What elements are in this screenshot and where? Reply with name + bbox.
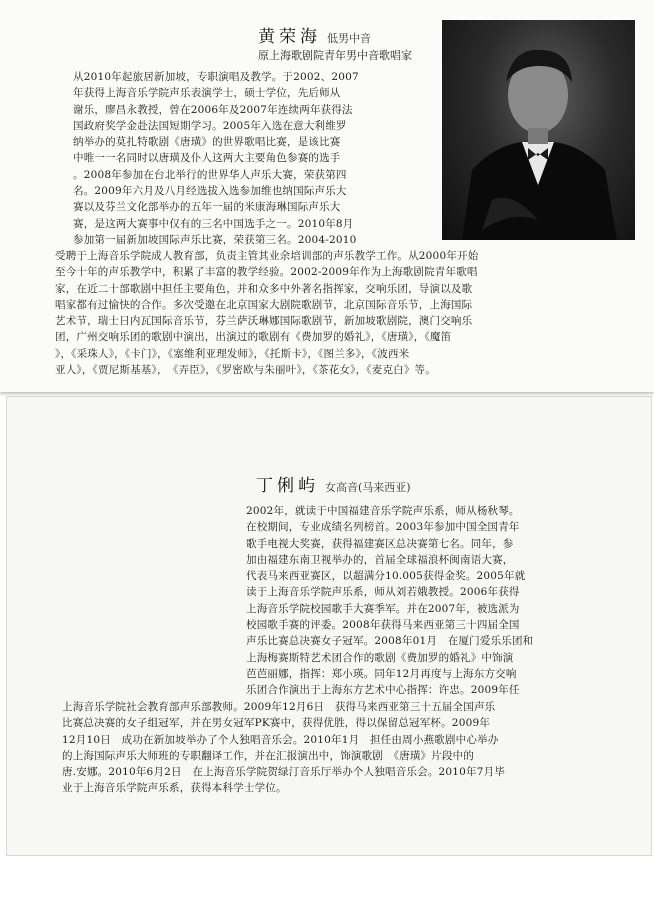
singer2-bio-wide xyxy=(62,699,638,797)
bio-line: 比赛总决赛的女子组冠军，并在男女冠军PK赛中，获得优胜，得以保留总冠军杯。2009年 xyxy=(62,717,491,730)
singer2-heading xyxy=(256,471,411,496)
bio-line: 的上海国际声乐大师班的专职翻译工作，并在汇报演出中，饰演歌剧 《唐璜》片段中的 xyxy=(62,749,475,762)
bio-line: 名。2009年六月及八月经选拔入选参加维也纳国际声乐大 xyxy=(73,185,347,198)
bio-line: 》，《采珠人》，《卡门》，《塞维利亚理发师》，《托斯卡》，《图兰多》，《波西米 xyxy=(55,347,410,360)
bio-line: 上海音乐学院校园歌手大赛季军。并在2007年，被选派为 xyxy=(246,602,520,615)
bio-line: 赛以及芬兰文化部举办的五年一届的米康海琳国际声乐大 xyxy=(73,201,341,214)
bio-line: 声乐比赛总决赛女子冠军。2008年01月 在厦门爱乐乐团和 xyxy=(246,635,534,648)
bio-line: 谢乐，廖昌永教授，曾在2006年及2007年连续两年获得法 xyxy=(73,103,353,116)
bio-line: 纳举办的莫扎特歌剧《唐璜》的世界歌唱比赛，是该比赛 xyxy=(73,136,341,149)
bio-line: 艺术节，瑞士日内瓦国际音乐节，芬兰萨沃琳娜国际歌剧节，新加坡歌剧院，澳门交响乐 xyxy=(55,315,473,328)
bio-line: 年获得上海音乐学院声乐表演学士，硕士学位，先后师从 xyxy=(73,87,341,100)
bio-line: 业于上海音乐学院声乐系，获得本科学士学位。 xyxy=(62,782,287,795)
bio-line: 代表马来西亚赛区，以超满分10.005获得金奖。2005年就 xyxy=(246,570,526,583)
bio-line: 赛，是这两大赛事中仅有的三名中国选手之一。2010年8月 xyxy=(73,217,354,230)
singer1-portrait xyxy=(442,20,635,240)
bio-line: 加由福建东南卫视举办的，首届全球福浪杯闽南语大赛， xyxy=(246,553,514,566)
bio-line: 上海梅赛斯特艺术团合作的歌剧《费加罗的婚礼》中饰演 xyxy=(246,651,514,664)
bio-line: 从2010年起旅居新加坡，专职演唱及教学。于2002、2007 xyxy=(73,71,359,83)
bio-line: 歌手电视大奖赛，获得福建赛区总决赛第七名。同年，参 xyxy=(246,537,514,550)
bio-line: 在校期间，专业成绩名列榜首。2003年参加中国全国青年 xyxy=(246,521,520,534)
singer2-voice-type: 女高音(马来西亚) xyxy=(325,481,411,494)
bio-line: 校园歌手赛的评委。2008年获得马来西亚第三十四届全国 xyxy=(246,619,520,632)
bio-line: 。2008年参加在台北举行的世界华人声乐大赛，荣获第四 xyxy=(73,168,347,181)
bio-line: 参加第一届新加坡国际声乐比赛，荣获第三名。2004-2010 xyxy=(73,233,357,246)
singer1-bio-wide xyxy=(55,248,640,378)
bio-line: 芭芭丽娜，指挥：郑小瑛。同年12月再度与上海东方交响 xyxy=(246,667,517,680)
singer1-bio-narrow xyxy=(73,69,359,248)
bio-line: 国政府奖学金赴法国短期学习。2005年入选在意大利维罗 xyxy=(73,119,347,132)
singer1-portrait-figure xyxy=(442,20,635,240)
singer1-title: 原上海歌剧院青年男中音歌唱家 xyxy=(258,49,412,62)
bio-line: 2002年，就读于中国福建音乐学院声乐系，师从杨秋琴。 xyxy=(246,505,520,517)
bio-line: 至今十年的声乐教学中，积累了丰富的教学经验。2002-2009年作为上海歌剧院青年歌唱 xyxy=(55,266,478,279)
bio-line: 乐团合作演出于上海东方艺术中心指挥：许忠。2009年任 xyxy=(246,684,520,697)
bio-line: 唐.安娜。2010年6月2日 在上海音乐学院贺绿汀音乐厅举办个人独唱音乐会。2010年7月毕 xyxy=(62,766,506,779)
singer1-heading xyxy=(258,22,371,47)
singer1-name: 黄荣海 xyxy=(258,27,321,47)
singer2-bio-narrow xyxy=(246,503,533,699)
bio-line: 家，在近二十部歌剧中担任主要角色，并和众多中外著名指挥家，交响乐团，导演以及歌 xyxy=(55,282,473,295)
bio-line: 中唯一一名同时以唐璜及仆人这两大主要角色参赛的选手 xyxy=(73,152,341,165)
bio-line: 读于上海音乐学院声乐系，师从刘若娥教授。2006年获得 xyxy=(246,586,520,599)
singer2-name: 丁俐屿 xyxy=(256,476,319,496)
bio-line: 团，广州交响乐团的歌剧中演出，出演过的歌剧有《费加罗的婚礼》，《唐璜》，《魔笛 xyxy=(55,331,452,344)
bio-line: 上海音乐学院社会教育部声乐部教师。2009年12月6日 获得马来西亚第三十五届全国声乐 xyxy=(62,701,496,713)
bio-line: 亚人》，《贾尼斯基基》， 《弄臣》，《罗密欧与朱丽叶》，《茶花女》，《麦克白》等。 xyxy=(55,364,436,377)
bio-line: 12月10日 成功在新加坡举办了个人独唱音乐会。2010年1月 担任由周小燕歌剧中心举办 xyxy=(62,733,499,746)
bio-line: 受聘于上海音乐学院成人教育部，负责主管其业余培训部的声乐教学工作。从2000年开始 xyxy=(55,250,479,262)
top-page xyxy=(0,0,654,392)
bio-line: 唱家都有过愉快的合作。多次受邀在北京国家大剧院歌剧节，北京国际音乐节，上海国际 xyxy=(55,298,473,311)
singer1-voice-type: 低男中音 xyxy=(327,32,371,45)
